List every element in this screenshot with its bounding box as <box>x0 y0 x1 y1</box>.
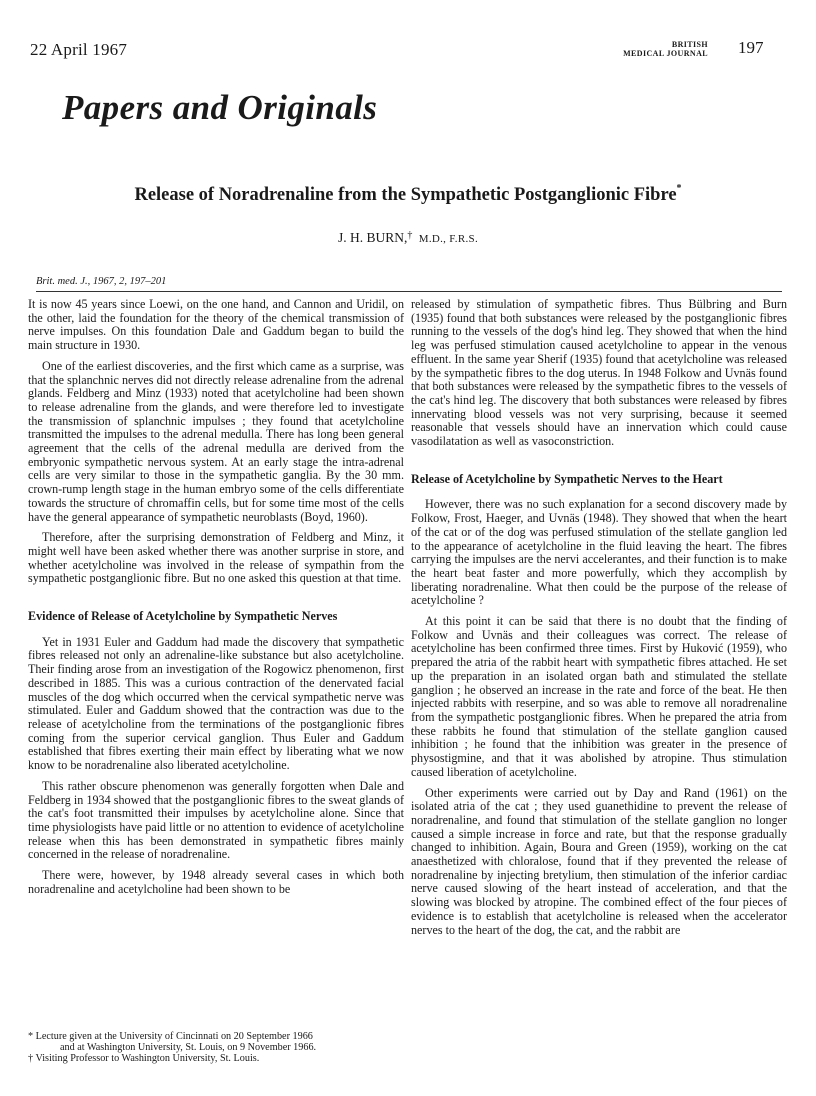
footnote-lecture-cont: and at Washington University, St. Louis, on 9 November 1966. <box>60 1042 317 1054</box>
author-name: J. H. BURN, <box>337 230 408 245</box>
journal-name-line1: BRITISH <box>671 40 708 49</box>
footnote-visiting: † Visiting Professor to Washington University, St. Louis. <box>28 1053 260 1065</box>
author-footnote-mark: † <box>407 230 413 241</box>
left-column <box>28 298 404 903</box>
footnote-lecture: * Lecture given at the University of Cincinnati on 20 September 1966 <box>28 1031 313 1042</box>
body-paragraph: Other experiments were carried out by Day and Rand (1961) on the isolated atria of the cat ; they used guanethidine to prevent the release of noradrenaline, and found that stimulation of the stellate ganglion no longer caused a simple increase in force and rate, but that the response gradually changed to inhibition. Again, Boura and Green (1959), working on the cat anaesthetized with chloralose, found that if they prevented the release of noradrenaline by injecting bretylium, then stimulation of the inferior cardiac nerve caused slowing of the heart instead of acceleration, and that the slowing was blocked by atropine. The combined effect of the four pieces of evidence is to establish that acetylcholine is released when the accelerator nerves to the heart of the dog, the cat, and the rabbit are <box>411 785 787 937</box>
article-title-text: Release of Noradrenaline from the Sympathetic Postganglionic Fibre <box>134 185 677 205</box>
section-title: Papers and Originals <box>62 88 378 127</box>
continued-paragraph: released by stimulation of sympathetic fibres. Thus Bülbring and Burn (1935) found that both substances were released by the postganglionic fibres running to the vessels of the dog's hind leg. They showed that when the hind leg was perfused stimulation caused acetylcholine to appear in the venous effluent. In the same year Sherif (1935) found that acetylcholine was released by the sympathetic fibres to the dog uterus. In 1948 Folkow and Uvnäs found that both substances were released by the sympathetic fibres to the vessels of the cat's hind leg. The discovery that both substances were released by fibres innervating blood vessels was not very surprising, because it seemed reasonable that vessels should have an innervation which could cause vasodilatation as well as vasoconstriction. <box>411 297 787 449</box>
footnotes <box>28 1031 404 1065</box>
section-heading-heart: Release of Acetylcholine by Sympathetic Nerves to the Heart <box>411 471 723 486</box>
body-paragraph: Yet in 1931 Euler and Gaddum had made the discovery that sympathetic fibres released not only an adrenaline-like substance but also acetylcholine. Their finding arose from an investigation of the Rogowicz phenomenon, first described in 1885. This was a curious contraction of the denervated facial muscles of the dog which occurred when the cervical sympathetic nerve was stimulated. Euler and Gaddum showed that the contraction was due to the release of acetylcholine from the terminations of the postganglionic fibres coming from the superior cervical ganglion. Thus Euler and Gaddum established that fibres exerting their main effect by liberating what we now know to be noradrenaline also liberated acetylcholine. <box>28 634 404 773</box>
intro-paragraph: One of the earliest discoveries, and the first which came as a surprise, was that the splanchnic nerves did not directly release adrenaline from the adrenal glands. Feldberg and Minz (1933) noted that acetylcholine had been shown to release adrenaline from the glands, and were therefore led to investigate the transmission of splanchnic impulses ; they found that acetylcholine transmitted the impulses to the adrenal medulla. There has long been general agreement that the cells of the adrenal medulla are derived from the embryonic sympathetic nervous system. At an early stage the intra-adrenal cells are very similar to those in the sympathetic ganglia. By the 30 mm. crown-rump length stage in the human embryo some of the cells differentiate towards the structure of chromaffin cells, but for some time most of the cells have the general appearance of sympathetic neuroblasts (Boyd, 1960). <box>28 358 404 524</box>
body-paragraph: This rather obscure phenomenon was generally forgotten when Dale and Feldberg in 1934 showed that the postganglionic fibres to the sweat glands of the cat's foot transmitted their impulses by acetylcholine alone. Since that time physiologists have paid little or no attention to evidence of acetylcholine release when this has been demonstrated in sympathetic fibres mainly concerned in the release of noradrenaline. <box>28 778 404 862</box>
journal-name-line2: MEDICAL JOURNAL <box>623 49 708 58</box>
intro-paragraph: Therefore, after the surprising demonstration of Feldberg and Minz, it might well have been asked whether there was another surprise in store, and whether acetylcholine was involved in the release of sympathin from the sympathetic postganglionic fibre. But no one asked this question at that time. <box>28 530 404 586</box>
author-degrees: M.D., F.R.S. <box>418 233 479 245</box>
intro-paragraph: It is now 45 years since Loewi, on the one hand, and Cannon and Uridil, on the other, laid the foundation for the theory of the chemical transmission of nerve impulses. On this foundation Dale and Gaddum began to build the main structure in 1930. <box>28 297 404 353</box>
author-byline <box>0 230 816 246</box>
body-paragraph: There were, however, by 1948 already several cases in which both noradrenaline and acetylcholine had been shown to be <box>28 868 404 896</box>
body-paragraph: However, there was no such explanation for a second discovery made by Folkow, Frost, Haeger, and Uvnäs (1948). They showed that when the heart of the cat or of the dog was perfused stimulation of the stellate ganglion led to the appearance of acetylcholine in the fluid leaving the heart. The fibres carrying the impulses are the nervi accelerantes, and their function is to make the heart beat faster and more powerfully, which they accomplish by liberating noradrenaline. What then could be the purpose of the release of acetylcholine ? <box>411 497 787 608</box>
title-footnote-mark: * <box>676 183 682 194</box>
issue-date: 22 April 1967 <box>30 40 128 59</box>
citation-divider <box>36 291 782 292</box>
article-title <box>0 185 816 206</box>
body-paragraph: At this point it can be said that there is no doubt that the finding of Folkow and Uvnäs and their colleagues was correct. The release of acetylcholine has been confirmed three times. First by Huković (1959), who prepared the atria of the rabbit heart with sympathetic fibres attached. He set up the preparation in an isolated organ bath and stimulated the stellate ganglion ; he observed an increase in the rate and force of the beat. He then injected rabbits with reserpine, and so was able to remove all noradrenaline from the sympathetic postganglionic fibres. When he prepared the atria from these rabbits he found that stimulation of the stellate ganglion caused inhibition ; he found that the inhibition was greater in the presence of physostigmine, and that it was abolished by atropine. Thus stimulation caused liberation of acetylcholine. <box>411 614 787 779</box>
journal-name <box>620 40 708 58</box>
citation: Brit. med. J., 1967, 2, 197–201 <box>36 276 167 287</box>
right-column <box>411 298 787 944</box>
section-heading-evidence: Evidence of Release of Acetylcholine by Sympathetic Nerves <box>28 609 338 624</box>
page-number: 197 <box>738 38 764 57</box>
